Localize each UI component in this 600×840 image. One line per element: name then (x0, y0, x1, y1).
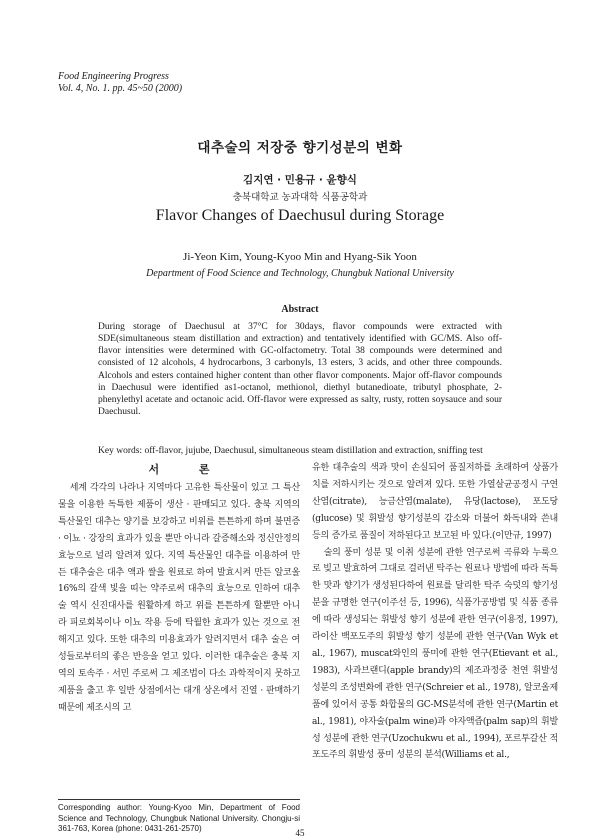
right-column (312, 460, 558, 764)
left-column (58, 480, 300, 717)
english-title: Flavor Changes of Daechusul during Storage (155, 207, 445, 224)
english-authors: Ji-Yeon Kim, Young-Kyoo Min and Hyang-Sik Yoon (183, 251, 417, 263)
abstract-heading: Abstract (281, 304, 319, 315)
page-number: 45 (295, 828, 305, 838)
journal-citation: Vol. 4, No. 1. pp. 45~50 (2000) (58, 83, 183, 94)
introduction-heading: 서 론 (148, 463, 228, 476)
corresponding-author-footnote: Corresponding author: Young-Kyoo Min, Department of Food Science and Technology, Chungbuk National University. Chongju-si 361-763, Korea (phone: 0431-261-2570) (58, 803, 300, 833)
journal-header (58, 71, 182, 95)
journal-name: Food Engineering Progress (58, 71, 169, 82)
intro-paragraph-2: 술의 풍미 성분 및 이취 성분에 관한 연구로써 곡류와 누룩으로 빚고 발효하여 그대로 걸러낸 탁주는 원료나 방법에 따라 독특한 맛과 향기가 생성된다하여 원료를 달리한 탁주 숙덧의 향기성분을 규명한 연구(이주선 등, 1996), 식품가공방법 및 식품 종류에 따라 생성되는 휘발성 향기 성분에 관한 연구(이용정, 1997), 라이산 백포도주의 휘발성 향기 성분에 관한 연구(Van Wyk et al., 1967), muscat와인의 풍미에 관한 연구(Etievant et al., 1983), 사과브랜디(apple brandy)의 제조과정중 천연 휘발성 성분의 조성변화에 관한 연구(Schreier et al., 1978), 알코올제품에 있어서 공통 화합물의 GC-MS분석에 관한 연구(Martin et al., 1981), 야자술(palm wine)과 야자액즙(palm sap)의 휘발성 성분에 관한 연구(Uzochukwu et al., 1994), 포르투갈산 적포도주의 휘발성 풍미 성분의 분석(Williams et al., (312, 547, 558, 761)
abstract-body: During storage of Daechusul at 37°C for 30days, flavor compounds were extracted with SDE(simultaneous steam distillation and extraction) and tentatively identified with GC/MS. Also off-flavor intensities were determined with GC-olfactometry. Total 38 compounds were determined and consisted of 12 alcohols, 4 hydrocarbons, 3 carbonyls, 13 esters, 3 acids, and other three compounds. Alcohols and esters contained higher content than other flavor components. Major off-flavor compounds in Daechusul were identified as1-octanol, methionol, diethyl butanedioate, tributyl phosphate, 2-phenylethyl acetate and octanoic acid. Off-flavor were expressed as salty, rusty, rotten soysauce and sour Daechusul. (98, 322, 502, 418)
keywords: Key words: off-flavor, jujube, Daechusul, simultaneous steam distillation and extraction, sniffing test (98, 446, 483, 456)
footnote-divider (58, 799, 300, 800)
korean-affiliation: 충북대학교 농과대학 식품공학과 (232, 192, 368, 203)
intro-paragraph-1-continued: 유한 대추술의 색과 맛이 손실되어 품질저하를 초래하여 상품가치를 저하시키는 것으로 알려져 있다. 또한 가열살균공정시 구연산염(citrate), 능금산염(malate), 유당(lactose), 포도당(glucose) 및 휘발성 향기성분의 감소와 더불어 화독내와 쓴내 등의 증가로 품질이 저하된다고 보고된 바 있다.(이만규, 1997) (312, 463, 558, 541)
intro-paragraph-1: 세계 각각의 나라나 지역마다 고유한 특산물이 있고 그 특산물을 이용한 독특한 제품이 생산 · 판매되고 있다. 충북 지역의 특산물인 대추는 양기를 보강하고 비위를 튼튼하게 하며 불면증 · 이뇨 · 강장의 효과가 있을 뿐만 아니라 갈증해소와 정신안정의 효능으로 널리 알려져 있다. 지역 특산물인 대추를 이용하여 만든 대추술은 대추 액과 쌀을 원료로 하여 발효시켜 만든 알코올 16%의 갈색 빛을 띠는 약주로써 대추의 효능으로 인하여 대추술 역시 신진대사를 원활하게 하고 위를 튼튼하게 할뿐만 아니라 피로회복이나 이뇨 작용 등에 탁월한 효과가 있는 것으로 전해지고 있다. 또한 대추의 미용효과가 알려지면서 대추 술은 여성들로부터의 좋은 반응을 얻고 있다. 이러한 대추술은 충북 지역의 토속주 · 서민 주로써 그 제조법이 다소 과학적이지 못하고 제품을 출고 후 일반 상점에서는 대개 상온에서 진열 · 판매하기 때문에 제조시의 고 (58, 483, 300, 713)
korean-authors: 김지연 · 민용규 · 윤향식 (243, 174, 357, 186)
english-affiliation: Department of Food Science and Technology, Chungbuk National University (146, 268, 454, 279)
korean-title: 대추술의 저장중 향기성분의 변화 (197, 140, 403, 156)
